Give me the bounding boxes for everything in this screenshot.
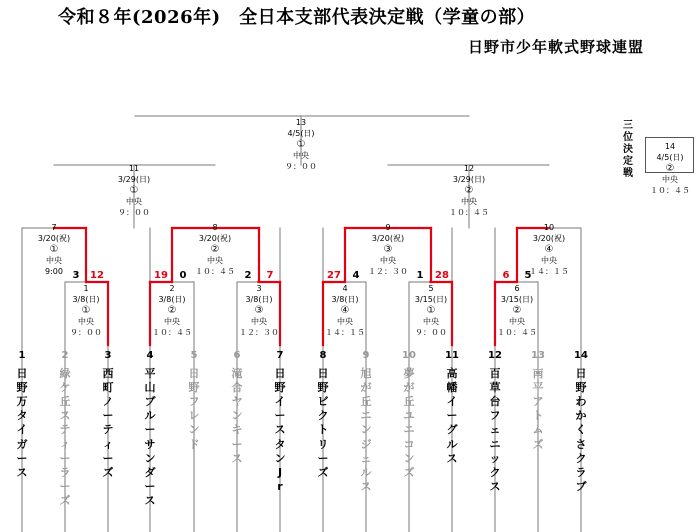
game-number: 11	[128, 164, 140, 173]
game-number: 10	[543, 223, 555, 232]
game-date: 3/29(日)	[452, 175, 486, 184]
team-entry	[486, 349, 504, 494]
team-number: 12	[488, 350, 502, 361]
score: 3	[72, 270, 80, 281]
game-date: 3/8(日)	[72, 295, 100, 304]
team-number: 9	[362, 350, 370, 361]
game-date: 3/20(祝)	[532, 234, 566, 243]
team-name: 西 町 ノ ー テ ィ ー ズ	[102, 366, 114, 479]
team-name: 日 野 万 タ イ ガ ー ス	[16, 366, 28, 479]
game-number: 7	[51, 223, 57, 232]
game-field: ②	[512, 305, 522, 316]
team-name: 日 野 ビ ク ト リ ー ズ	[317, 366, 329, 479]
game-venue: 中央	[541, 256, 557, 265]
team-entry	[141, 349, 159, 509]
team-name: 平 山 ブ ル ー サ ン ダ ー ス	[144, 366, 156, 508]
game-date: 3/8(日)	[331, 295, 359, 304]
game-time: ９：００	[118, 208, 150, 217]
score: 2	[244, 270, 252, 281]
game-info	[50, 283, 122, 338]
game-info	[136, 283, 208, 338]
game-field: ②	[665, 163, 675, 174]
game-venue: 中央	[78, 317, 94, 326]
page-title: 令和８年(2026年) 全日本支部代表決定戦（学童の部）	[58, 7, 536, 28]
game-date: 3/20(祝)	[371, 234, 405, 243]
team-number: 6	[233, 350, 241, 361]
team-number: 4	[146, 350, 154, 361]
game-field: ①	[81, 305, 91, 316]
game-info	[395, 283, 467, 338]
game-venue: 中央	[337, 317, 353, 326]
team-entry	[13, 349, 31, 480]
game-number: 4	[342, 284, 348, 293]
team-number: 3	[104, 350, 112, 361]
game-number: 8	[212, 223, 218, 232]
game-number: 1	[83, 284, 89, 293]
game-venue: 中央	[509, 317, 525, 326]
score: 19	[154, 270, 168, 281]
game-date: 3/8(日)	[245, 295, 273, 304]
team-name: 夢 が 丘 ユ ニ コ ン ズ	[403, 366, 415, 479]
team-number: 11	[445, 350, 459, 361]
game-time: ９：００	[415, 328, 447, 337]
game-field: ④	[340, 305, 350, 316]
team-name: 百 草 台 フ ェ ニ ッ ク ス	[489, 366, 501, 494]
game-field: ④	[544, 244, 554, 255]
game-date: 3/20(祝)	[198, 234, 232, 243]
third-place-game	[645, 137, 694, 195]
game-field: ①	[426, 305, 436, 316]
game-time: １０：４５	[195, 267, 235, 276]
game-field: ①	[296, 139, 306, 150]
game-field: ①	[49, 244, 59, 255]
game-venue: 中央	[461, 197, 477, 206]
score: 4	[352, 270, 360, 281]
team-entry	[99, 349, 117, 480]
game-time: １０：４５	[650, 186, 690, 195]
game-field: ②	[464, 185, 474, 196]
game-info	[98, 163, 170, 218]
game-venue: 中央	[251, 317, 267, 326]
team-entry	[56, 349, 74, 509]
game-date: 3/20(祝)	[37, 234, 71, 243]
team-name: 高 幡 イ ー グ ル ス	[446, 366, 458, 465]
game-venue: 中央	[126, 197, 142, 206]
team-name: 日 野 イ ー ス タ ン J r	[274, 366, 286, 494]
game-time: １０：４５	[152, 328, 192, 337]
team-entry	[572, 349, 590, 494]
team-number: 14	[574, 350, 588, 361]
game-time: ９：００	[70, 328, 102, 337]
game-time: １４：１５	[325, 328, 365, 337]
game-field: ②	[210, 244, 220, 255]
game-venue: 中央	[207, 256, 223, 265]
game-time: ９：００	[285, 162, 317, 171]
game-info	[265, 117, 337, 172]
game-info	[179, 222, 251, 277]
team-entry	[443, 349, 461, 466]
game-number: 6	[514, 284, 520, 293]
team-entry	[185, 349, 203, 452]
game-number: 3	[256, 284, 262, 293]
game-info	[513, 222, 585, 277]
game-time: １０：４５	[497, 328, 537, 337]
game-time: １０：４５	[449, 208, 489, 217]
team-name: 日 野 わ か く さ ク ラ ブ	[575, 366, 587, 494]
team-number: 7	[276, 350, 284, 361]
game-time: １２：３０	[239, 328, 279, 337]
game-date: 3/15(日)	[414, 295, 448, 304]
game-number: 2	[169, 284, 175, 293]
game-field: ②	[167, 305, 177, 316]
team-entry	[271, 349, 289, 494]
score: 1	[416, 270, 424, 281]
game-date: 4/5(日)	[656, 153, 684, 162]
team-entry	[400, 349, 418, 480]
team-number: 1	[18, 350, 26, 361]
team-entry	[529, 349, 547, 452]
team-number: 2	[61, 350, 69, 361]
game-venue: 中央	[423, 317, 439, 326]
game-field: ①	[129, 185, 139, 196]
team-number: 8	[319, 350, 327, 361]
game-venue: 中央	[164, 317, 180, 326]
game-info	[223, 283, 295, 338]
team-number: 5	[190, 350, 198, 361]
game-info	[309, 283, 381, 338]
game-info	[352, 222, 424, 277]
team-name: 滝 合 ヤ ン キ ー ス	[231, 366, 243, 465]
game-date: 4/5(日)	[287, 129, 315, 138]
team-number: 13	[531, 350, 545, 361]
game-time: １４：１５	[529, 267, 569, 276]
organizer-name: 日野市少年軟式野球連盟	[467, 38, 644, 56]
score: 27	[327, 270, 341, 281]
game-field: ③	[383, 244, 393, 255]
score: 6	[502, 270, 510, 281]
game-number: 14	[664, 142, 676, 151]
score: 0	[179, 270, 187, 281]
game-number: 5	[428, 284, 434, 293]
game-venue: 中央	[662, 175, 678, 184]
score: 12	[90, 270, 104, 281]
team-number: 10	[402, 350, 416, 361]
game-number: 9	[385, 223, 391, 232]
team-name: 旭 が 丘 エ ン ジ ェ ル ス	[360, 366, 372, 494]
team-name: 日 野 フ レ ン ド	[188, 366, 200, 451]
game-date: 3/29(日)	[117, 175, 151, 184]
game-info	[433, 163, 505, 218]
game-info	[481, 283, 553, 338]
game-time: 9:00	[45, 267, 63, 276]
third-place-label: 三 位 決 定 戦	[623, 120, 633, 179]
game-date: 3/8(日)	[158, 295, 186, 304]
game-venue: 中央	[380, 256, 396, 265]
game-time: １２：３０	[368, 267, 408, 276]
score: 7	[266, 270, 274, 281]
game-info	[18, 222, 90, 277]
team-entry	[357, 349, 375, 494]
team-entry	[228, 349, 246, 466]
game-venue: 中央	[46, 256, 62, 265]
game-field: ③	[254, 305, 264, 316]
team-entry	[314, 349, 332, 480]
score: 28	[435, 270, 449, 281]
game-venue: 中央	[293, 151, 309, 160]
score: 5	[524, 270, 532, 281]
game-date: 3/15(日)	[500, 295, 534, 304]
game-number: 12	[463, 164, 475, 173]
third-place-info	[647, 141, 693, 196]
team-name: 南 平 ア ト ム ズ	[532, 366, 544, 451]
game-number: 13	[295, 118, 307, 127]
team-name: 緑 ケ 丘 ス テ ィ ー ラ ー ズ	[59, 366, 71, 508]
